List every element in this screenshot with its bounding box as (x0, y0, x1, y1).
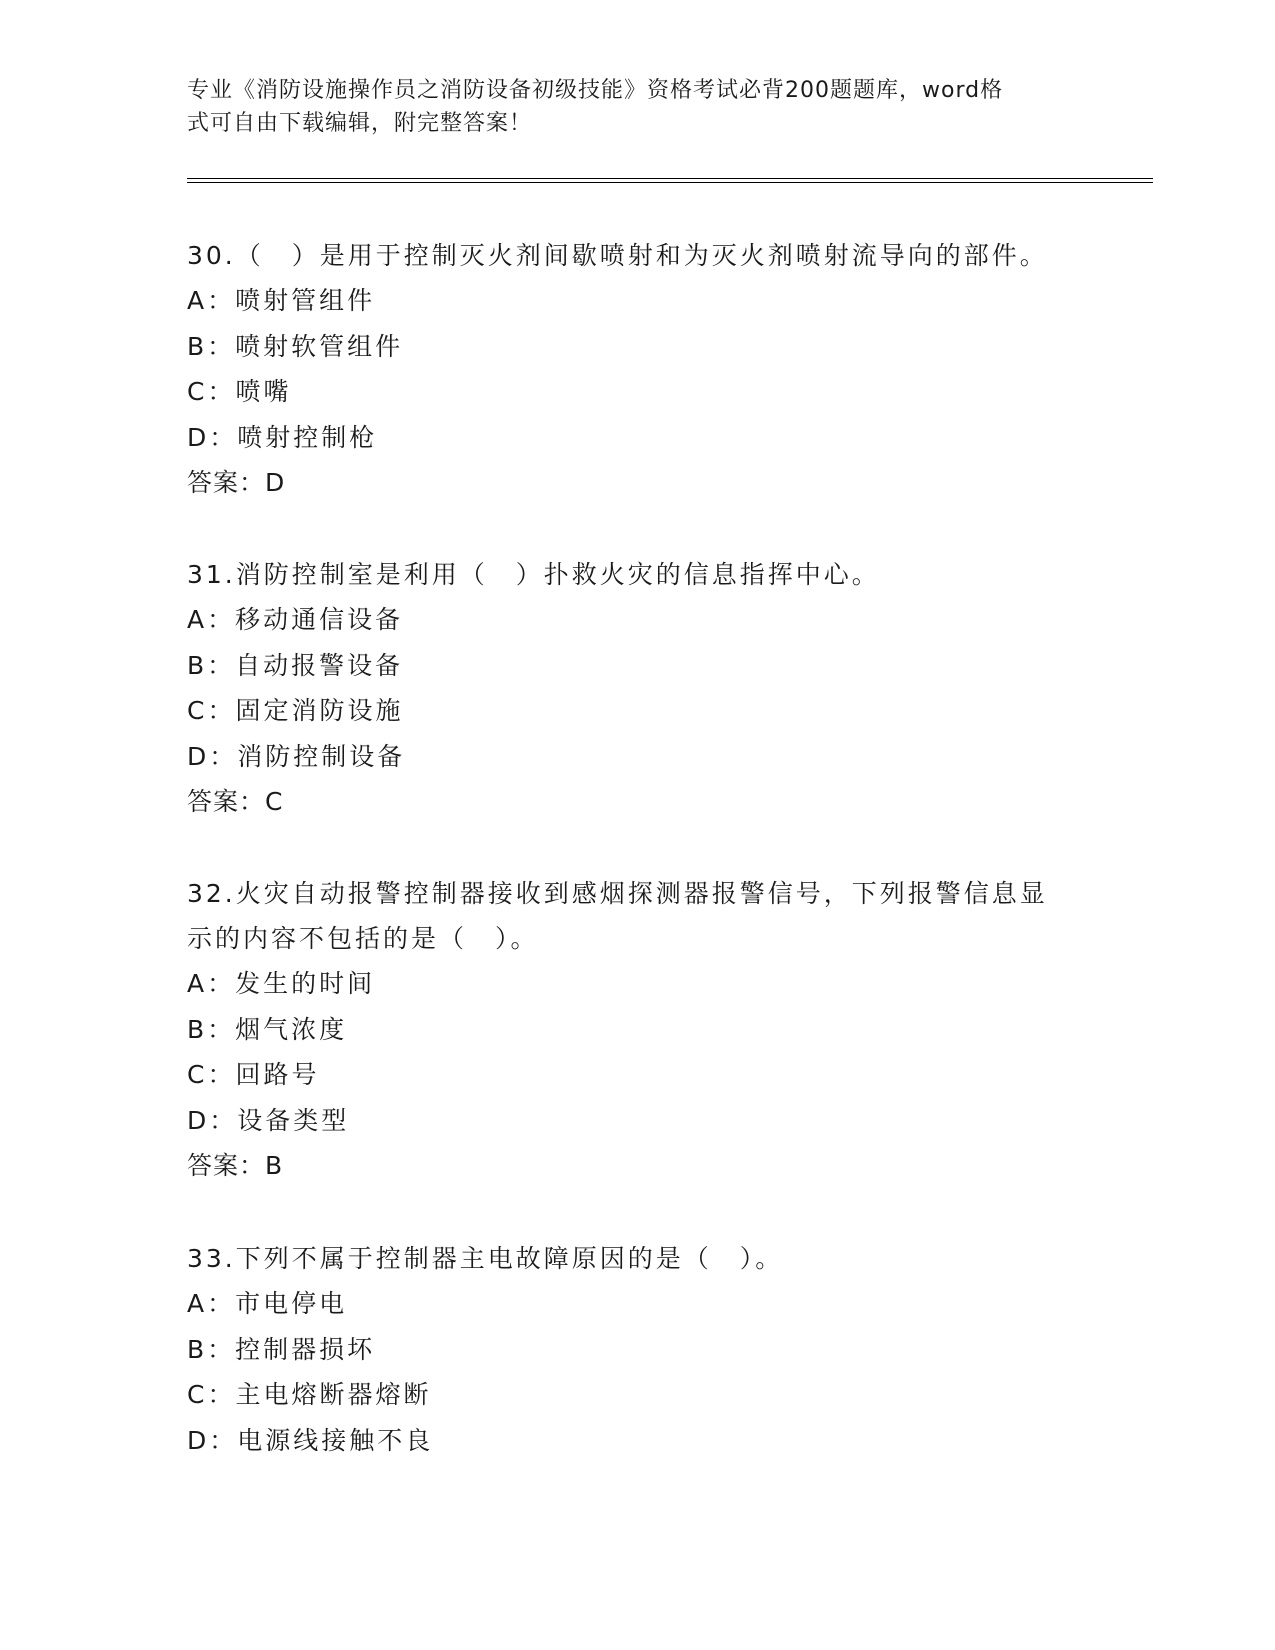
option-c: C：主电熔断器熔断 (187, 1380, 432, 1409)
question-30 (187, 233, 1087, 506)
question-32 (187, 871, 1087, 1189)
option-c: C：喷嘴 (187, 377, 292, 406)
option-d: D：喷射控制枪 (187, 422, 378, 452)
question-stem-line-2: 示的内容不包括的是（ ）。 (187, 924, 539, 953)
question-stem: 31.消防控制室是利用（ ）扑救火灾的信息指挥中心。 (187, 560, 880, 589)
question-stem: 30.（ ）是用于控制灭火剂间歇喷射和为灭火剂喷射流导向的部件。 (187, 241, 1048, 270)
question-stem-line-1: 32.火灾自动报警控制器接收到感烟探测器报警信号，下列报警信息显 (187, 879, 1048, 908)
option-a: A：移动通信设备 (187, 605, 404, 634)
option-d: D：电源线接触不良 (187, 1425, 434, 1455)
header-divider-bottom (187, 182, 1153, 183)
header-line-2: 式可自由下载编辑，附完整答案！ (187, 111, 533, 136)
option-d: D：设备类型 (187, 1105, 350, 1135)
header-divider-top (187, 178, 1153, 179)
option-b: B：控制器损坏 (187, 1334, 376, 1364)
option-b: B：喷射软管组件 (187, 331, 404, 361)
header-line-1: 专业《消防设施操作员之消防设备初级技能》资格考试必背200题题库，word格 (187, 78, 1004, 103)
option-b: B：烟气浓度 (187, 1014, 348, 1044)
question-33 (187, 1236, 1087, 1463)
document-header (187, 74, 1077, 140)
option-a: A：市电停电 (187, 1289, 348, 1318)
option-c: C：回路号 (187, 1060, 320, 1089)
question-31 (187, 552, 1087, 825)
answer: 答案：C (187, 787, 284, 816)
answer: 答案：D (187, 468, 286, 497)
answer: 答案：B (187, 1151, 284, 1180)
option-c: C：固定消防设施 (187, 696, 404, 725)
option-a: A：喷射管组件 (187, 286, 376, 315)
question-stem: 33.下列不属于控制器主电故障原因的是（ ）。 (187, 1244, 784, 1273)
option-d: D：消防控制设备 (187, 741, 406, 771)
option-b: B：自动报警设备 (187, 650, 404, 680)
option-a: A：发生的时间 (187, 969, 376, 998)
